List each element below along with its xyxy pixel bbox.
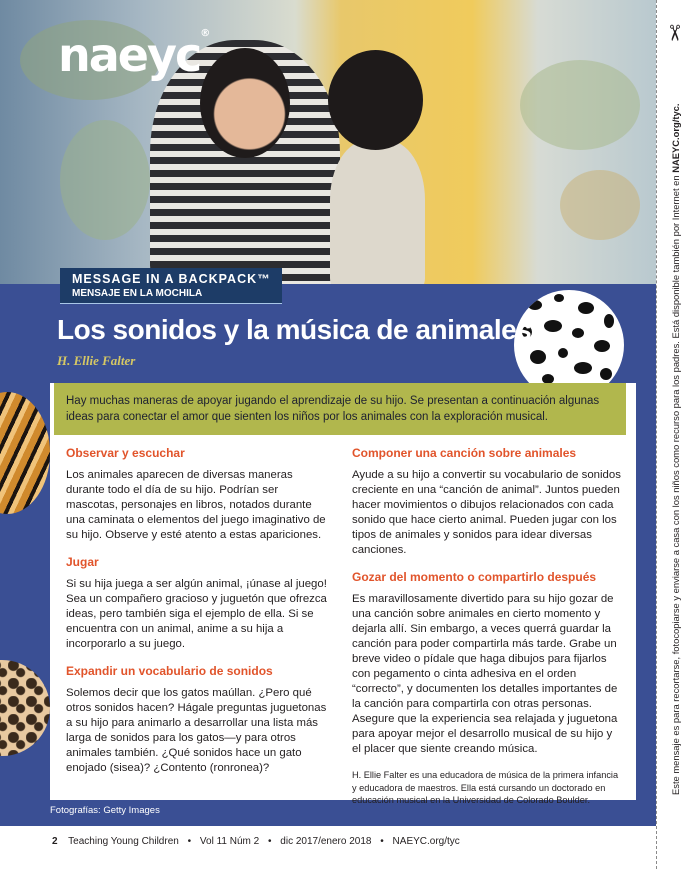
sidebar-note-text: Este mensaje es para recortarse, fotocopiarse y enviarse a casa con los niños como recurso para los padres. Está disponible también por Internet en — [670, 175, 681, 795]
page-title: Los sonidos y la música de animales — [57, 314, 532, 345]
photo-credit: Fotografías: Getty Images — [50, 805, 160, 816]
right-column — [352, 440, 622, 807]
sidebar-link[interactable]: NAEYC.org/tyc. — [670, 103, 681, 173]
logo-text: naeyc — [58, 28, 201, 82]
section-body: Si su hija juega a ser algún animal, ¡únase al juego! Sea un compañero gracioso y juguetón que ofrezca ideas, pero también siga el ejemplo de ella. Si se encuentra con un animal, anime a su hija a incorporarlo a su juego. — [66, 578, 327, 650]
section-body: Es maravillosamente divertido para su hijo gozar de una canción sobre animales en cierto momento y dejarla allí. Sin embargo, a veces querrá guardar la canción para poder compartirla más tarde. Grabe un breve video o pídale que haga dibujos para fijarlos con pegamento o cinta adhesiva en el orden “correcto”, y documenten los detalles importantes de la canción para compartirla con otras personas. Asegure que la experiencia sea relajada y juguetona para apoyar mejor el desarrollo musical de su hijo y el placer que siente creando música. — [352, 593, 618, 755]
section-body: Solemos decir que los gatos maúllan. ¿Pero qué otros sonidos hacen? Hágale preguntas juguetonas a su hijo para animarlo a desarrollar una lista más larga de sonidos para los gatos—y para otros animales también. ¿Qué sonidos hace un gato enojado (sisea)? ¿Contento (ronronea)? — [66, 687, 327, 774]
section-heading: Gozar del momento o compartirlo después — [352, 570, 597, 584]
separator: • — [380, 836, 384, 847]
sidebar-note — [670, 95, 681, 795]
section-body: Ayude a su hijo a convertir su vocabulario de sonidos creciente en una “canción de animal”. Juntos pueden hacer movimientos o dibujos relacionados con cada sonido que hace cierto animal. Pueden jugar con los tipos de animales y sonidos para idear diversas canciones. — [352, 469, 621, 556]
publication-name: Teaching Young Children — [68, 836, 179, 847]
registered-mark: ® — [200, 28, 211, 39]
series-title: MESSAGE IN A BACKPACK™ — [72, 272, 271, 286]
author-name: H. Ellie Falter — [57, 353, 136, 368]
issue-date: dic 2017/enero 2018 — [280, 836, 372, 847]
series-badge — [60, 268, 282, 304]
footer-link[interactable]: NAEYC.org/tyc — [392, 836, 460, 847]
section-heading: Observar y escuchar — [66, 446, 185, 460]
footer-line — [52, 836, 460, 847]
naeyc-logo[interactable] — [58, 28, 210, 82]
child-head — [328, 50, 423, 150]
separator: • — [267, 836, 272, 847]
section-heading: Expandir un vocabulario de sonidos — [66, 664, 273, 678]
intro-text: Hay muchas maneras de apoyar jugando el aprendizaje de su hijo. Se presentan a continuación algunas ideas para conectar el amor que sienten los niños por los animales con la exploración musical. — [66, 395, 600, 423]
left-column — [66, 440, 332, 788]
page-footer — [0, 826, 656, 869]
author-bio: H. Ellie Falter es una educadora de música de la primera infancia y educadora de maestros. Ella está cursando un doctorado en educación musical en la Universidad de Colorado Boulder. — [352, 770, 619, 805]
intro-box — [54, 383, 626, 435]
parent-head — [200, 48, 290, 158]
series-subtitle: MENSAJE EN LA MOCHILA — [72, 288, 203, 299]
child-figure — [330, 140, 425, 285]
page-number: 2 — [52, 836, 58, 847]
volume: Vol 11 Núm 2 — [199, 836, 260, 847]
section-body: Los animales aparecen de diversas maneras durante todo el día de su hijo. Podrían ser mascotas, personajes en libros, notados durante una caminata o elementos del juego imaginativo de su hijo. Observe y esté atento a estas apariciones. — [66, 469, 326, 541]
scissors-icon: ✂ — [662, 23, 688, 43]
section-heading: Jugar — [66, 555, 99, 569]
section-heading: Componer una canción sobre animales — [352, 446, 577, 460]
separator: • — [187, 836, 192, 847]
